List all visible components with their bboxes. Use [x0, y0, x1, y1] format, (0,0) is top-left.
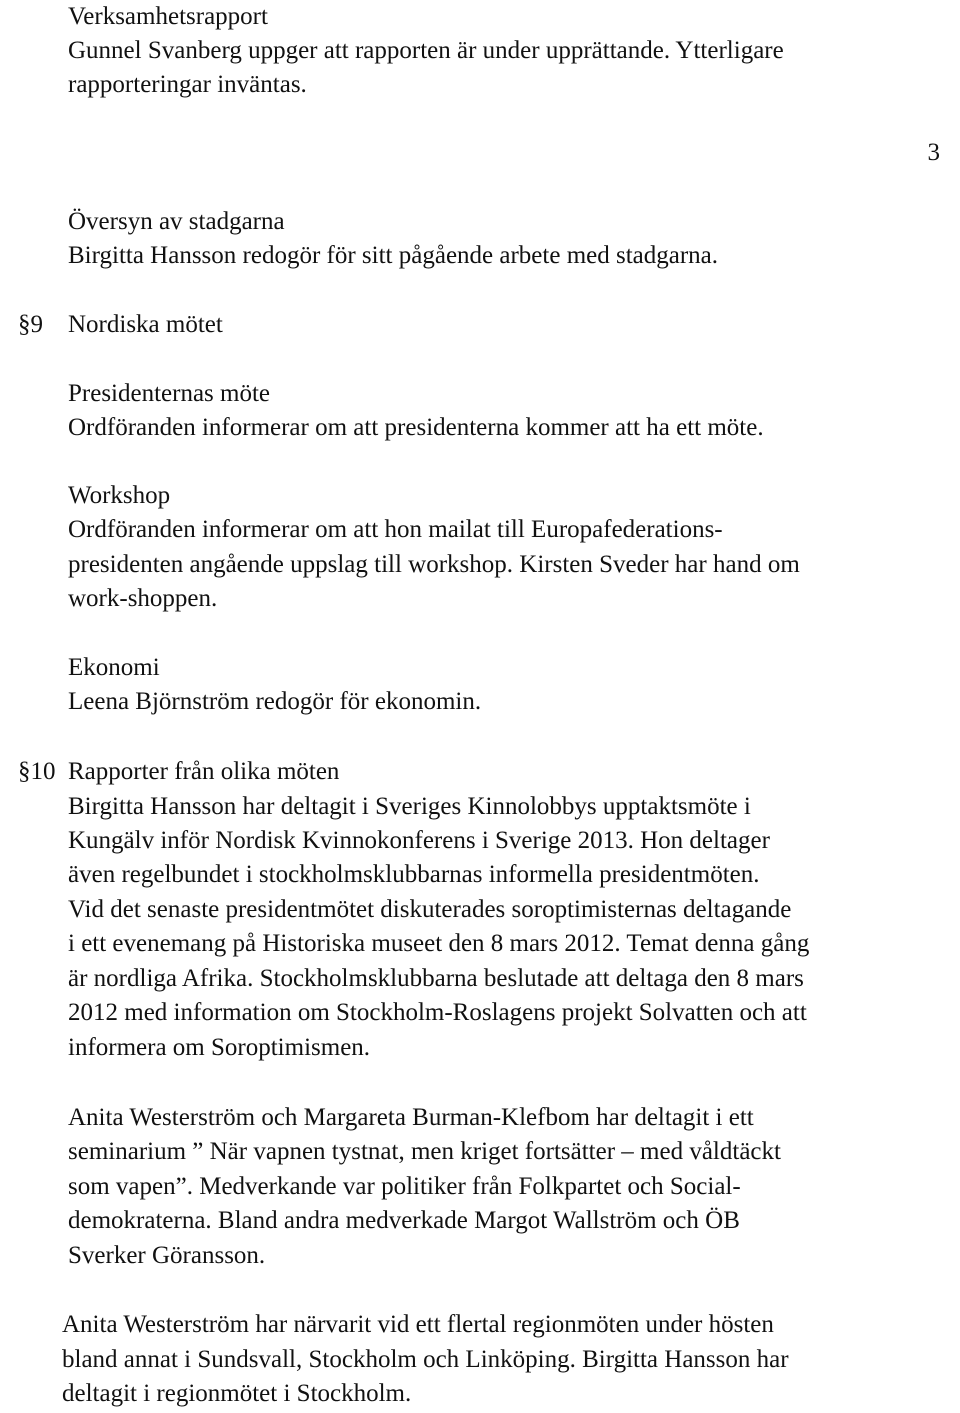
body-line: Kungälv inför Nordisk Kvinnokonferens i Sverige 2013. Hon deltager: [68, 827, 770, 854]
subsection-heading-workshop: Workshop: [68, 482, 171, 509]
body-line: Ordföranden informerar om att presidenterna kommer att ha ett möte.: [68, 414, 764, 441]
body-line: work-shoppen.: [68, 585, 218, 612]
subsection-heading-presidenternas-mote: Presidenternas möte: [68, 380, 271, 407]
body-line: även regelbundet i stockholmsklubbarnas informella presidentmöten.: [68, 861, 760, 888]
body-line: Birgitta Hansson redogör för sitt pågående arbete med stadgarna.: [68, 242, 719, 269]
body-line: deltagit i regionmötet i Stockholm.: [62, 1380, 412, 1407]
body-line: Birgitta Hansson har deltagit i Sveriges Kinnolobbys upptaktsmöte i: [68, 793, 751, 820]
body-line: presidenten angående uppslag till workshop. Kirsten Sveder har hand om: [68, 551, 800, 578]
section-mark-10: §10: [18, 758, 56, 785]
body-line: informera om Soroptimismen.: [68, 1034, 371, 1061]
page-number: 3: [927, 139, 940, 166]
body-line: bland annat i Sundsvall, Stockholm och Linköping. Birgitta Hansson har: [62, 1346, 789, 1373]
section-title-nordiska-motet: Nordiska mötet: [68, 311, 223, 338]
body-line: Anita Westerström och Margareta Burman-Klefbom har deltagit i ett: [68, 1104, 754, 1131]
body-line: Sverker Göransson.: [68, 1242, 266, 1269]
body-line: i ett evenemang på Historiska museet den 8 mars 2012. Temat denna gång: [68, 930, 810, 957]
section-mark-9: §9: [18, 311, 43, 338]
body-line: rapporteringar inväntas.: [68, 71, 307, 98]
section-title-rapporter-fran-olika-moten: Rapporter från olika möten: [68, 758, 340, 785]
subsection-heading-ekonomi: Ekonomi: [68, 654, 160, 681]
body-line: Anita Westerström har närvarit vid ett flertal regionmöten under hösten: [62, 1311, 774, 1338]
body-line: seminarium ” När vapnen tystnat, men kriget fortsätter – med våldtäckt: [68, 1138, 781, 1165]
subsection-heading-oversyn-av-stadgarna: Översyn av stadgarna: [68, 208, 285, 235]
body-line: Ordföranden informerar om att hon mailat till Europafederations-: [68, 516, 723, 543]
body-line: demokraterna. Bland andra medverkade Margot Wallström och ÖB: [68, 1207, 740, 1234]
subsection-heading-verksamhetsrapport: Verksamhetsrapport: [68, 3, 268, 30]
body-line: Vid det senaste presidentmötet diskuterades soroptimisternas deltagande: [68, 896, 792, 923]
body-line: som vapen”. Medverkande var politiker från Folkpartet och Social-: [68, 1173, 741, 1200]
body-line: Gunnel Svanberg uppger att rapporten är under upprättande. Ytterligare: [68, 37, 784, 64]
body-line: Leena Björnström redogör för ekonomin.: [68, 688, 482, 715]
body-line: 2012 med information om Stockholm-Roslagens projekt Solvatten och att: [68, 999, 807, 1026]
body-line: är nordliga Afrika. Stockholmsklubbarna beslutade att deltaga den 8 mars: [68, 965, 804, 992]
